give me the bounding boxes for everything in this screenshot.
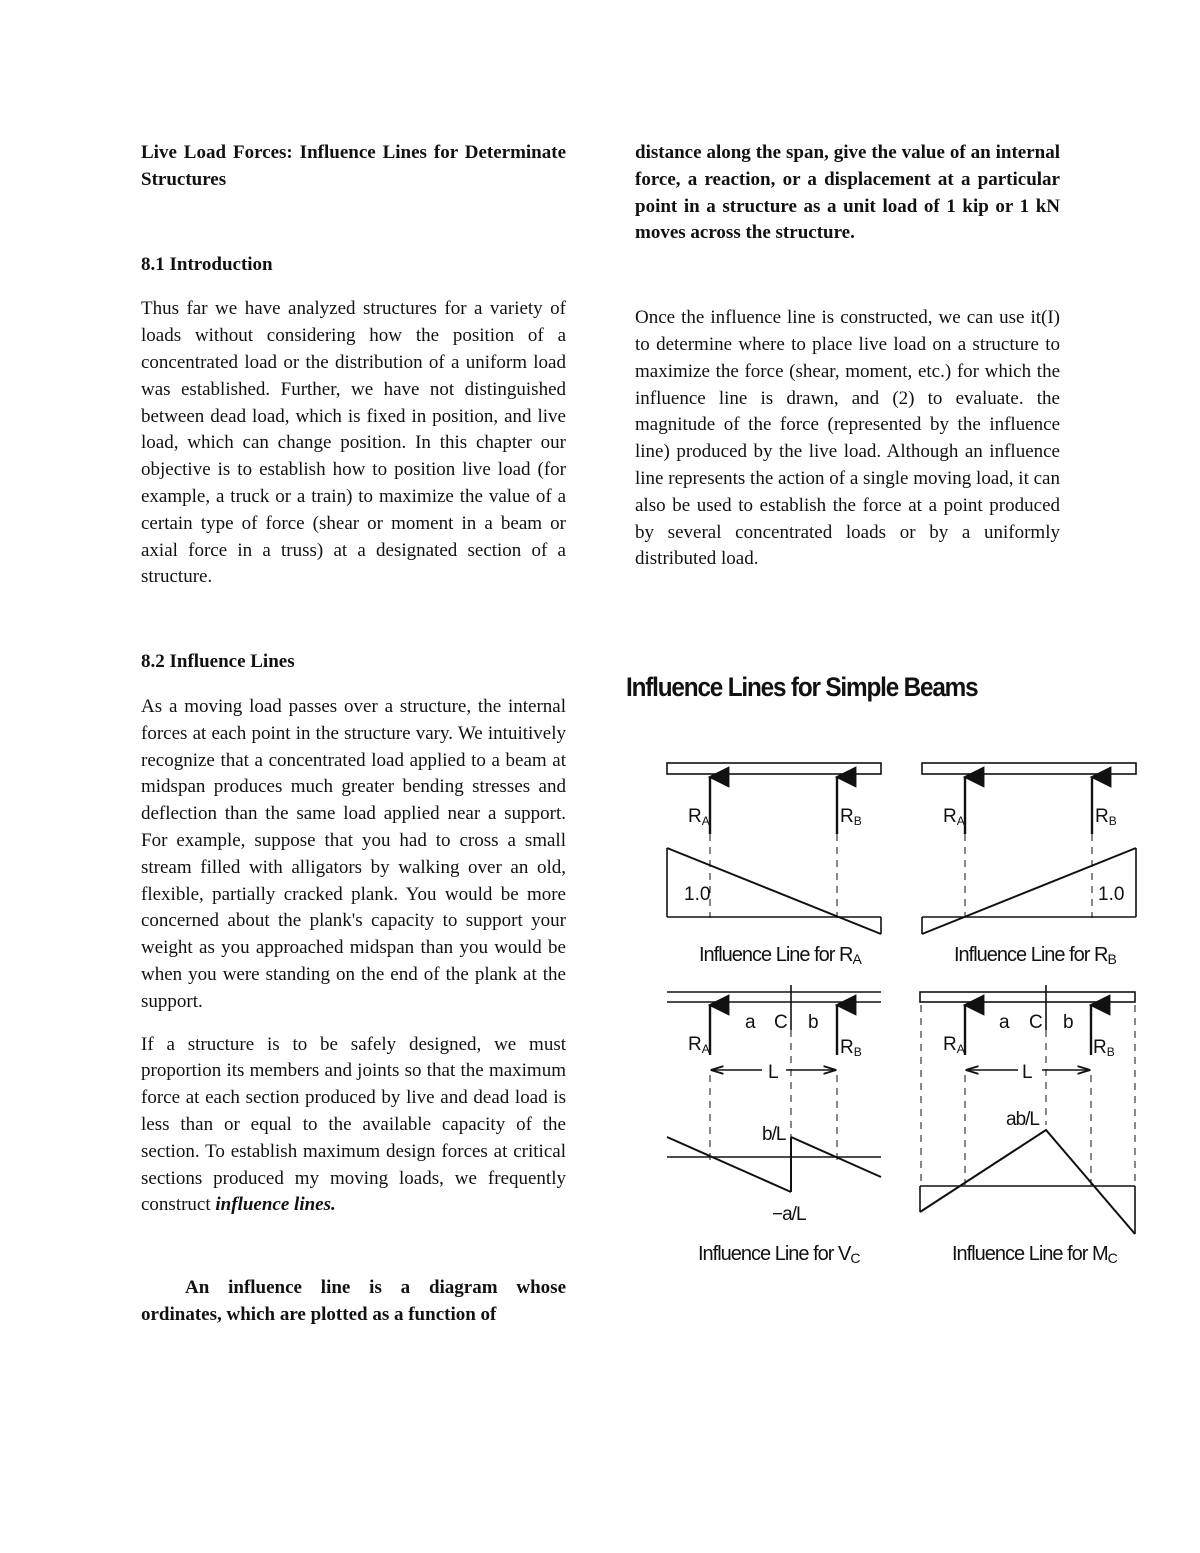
beam-mc: [920, 992, 1135, 1002]
beam-ra: [667, 763, 881, 774]
introduction-paragraph: Thus far we have analyzed structures for a variety of loads without considering how the position of a concentrated load or the distribution of a uniform load was established. Further, we have not distinguished between dead load, which is fixed in position, and live load, which can change position. In this chapter our objective is to establish how to position live load (for example, a truck or a train) to maximize the value of a certain type of force (shear or moment in a beam or axial force in a truss) at a designated section of a structure.: [141, 298, 566, 588]
caption-rb: Influence Line for RB: [954, 944, 1116, 967]
influence-lines-emphasis: influence lines.: [215, 1194, 336, 1216]
panel-rb: [922, 763, 1136, 934]
influence-line-mc: [920, 1130, 1135, 1234]
label-vc-right-reaction: RB: [840, 1037, 862, 1059]
label-mc-span: L: [1022, 1062, 1033, 1083]
label-rb-ordinate: 1.0: [1098, 884, 1125, 905]
caption-mc: Influence Line for MC: [952, 1243, 1117, 1266]
definition-paragraph-continued: distance along the span, give the value of an internal force, a reaction, or a displacement at a particular point in a structure as a unit load of 1 kip or 1 kN moves across the structure.: [635, 142, 1060, 244]
influence-line-vc-left: [667, 1137, 791, 1192]
beam-rb: [922, 763, 1136, 774]
panel-rb-labels: [943, 806, 1124, 967]
paragraph-2-text: If a structure is to be safely designed, we must proportion its members and joints so that the maximum force at each section produced by live and dead load is less than or equal to the available capacity of the section. To establish maximum design forces at critical sections produced my moving loads, we frequently construct: [141, 1033, 566, 1216]
definition-paragraph-start: An influence line is a diagram whose ordinates, which are plotted as a function of: [141, 1277, 566, 1325]
panel-vc-labels: [688, 1012, 862, 1266]
influence-lines-paragraph-3: Once the influence line is constructed, we can use it(I) to determine where to place live load on a structure to maximize the force (shear, moment, etc.) for which the influence line is drawn, and (2) to evaluate. the magnitude of the force (represented by the influence line) produced by the live load. Although an influence line represents the action of a single moving load, it can also be used to establish the force at a point produced by several concentrated loads or by a uniformly distributed load.: [635, 307, 1060, 570]
label-mc-c: C: [1029, 1012, 1043, 1033]
label-mc-ordinate: ab/L: [1006, 1109, 1039, 1130]
label-mc-a: a: [999, 1012, 1010, 1033]
caption-vc: Influence Line for VC: [698, 1243, 860, 1266]
caption-ra: Influence Line for RA: [699, 944, 861, 967]
label-mc-right-reaction: RB: [1093, 1037, 1115, 1059]
label-vc-left-reaction: RA: [688, 1034, 710, 1056]
figure-title: Influence Lines for Simple Beams: [626, 672, 978, 702]
label-rb-right-reaction: RB: [1095, 806, 1117, 828]
label-vc-positive-ordinate: b/L: [762, 1124, 786, 1145]
label-ra-right-reaction: RB: [840, 806, 862, 828]
panel-ra: [667, 763, 881, 934]
label-vc-c: C: [774, 1012, 788, 1033]
section-heading-introduction: 8.1 Introduction: [141, 253, 273, 275]
section-heading-influence-lines: 8.2 Influence Lines: [141, 651, 295, 673]
label-rb-left-reaction: RA: [943, 806, 965, 828]
label-ra-left-reaction: RA: [688, 806, 710, 828]
label-mc-b: b: [1063, 1012, 1074, 1033]
label-vc-b: b: [808, 1012, 819, 1033]
page-title: Live Load Forces: Influence Lines for Determinate Structures: [141, 142, 566, 190]
label-vc-span: L: [768, 1062, 779, 1083]
label-ra-ordinate: 1.0: [684, 884, 711, 905]
influence-lines-paragraph-1: As a moving load passes over a structure, the internal forces at each point in the structure vary. We intuitively recognize that a concentrated load applied to a beam at midspan produces much greater bending stresses and deflection than the same load applied near a support. For example, suppose that you had to cross a small stream filled with alligators by walking over an old, flexible, partially cracked plank. You would be more concerned about the plank's capacity to support your weight as you approached midspan than you would be when you were standing on the end of the plank at the support.: [141, 695, 566, 1012]
label-vc-a: a: [745, 1012, 756, 1033]
label-vc-negative-ordinate: −a/L: [772, 1204, 806, 1225]
label-mc-left-reaction: RA: [943, 1034, 965, 1056]
